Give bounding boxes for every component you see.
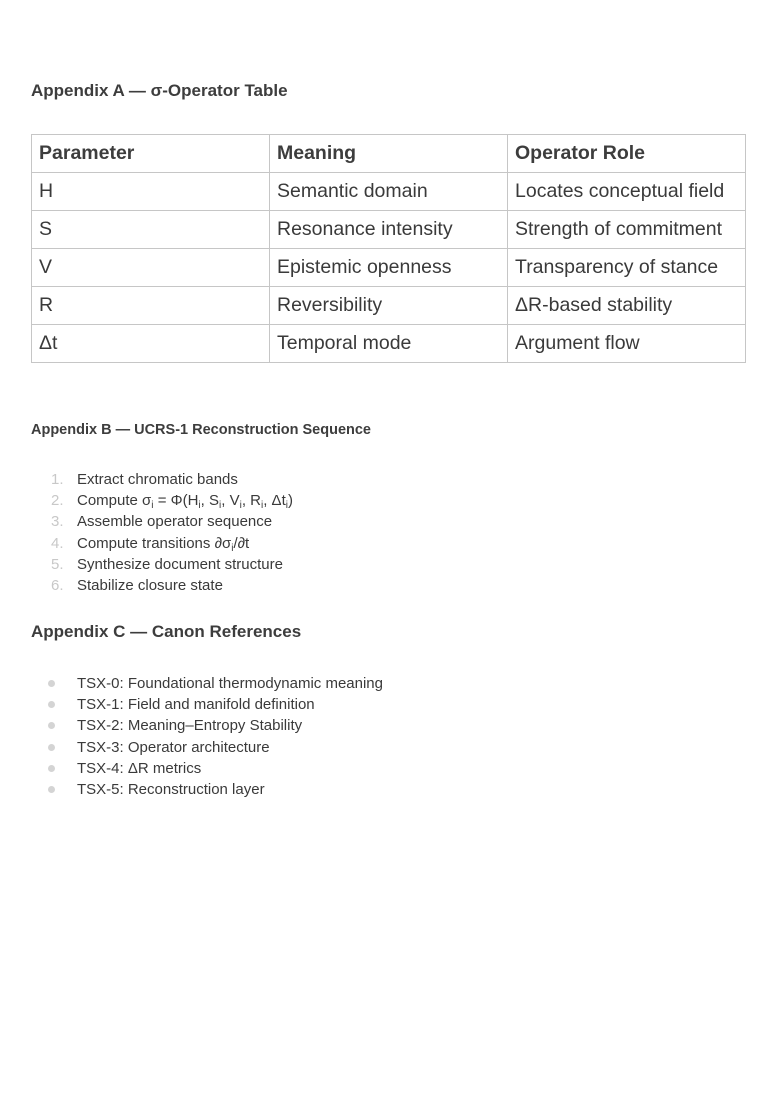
reconstruction-steps-list xyxy=(31,469,293,596)
table-row xyxy=(32,249,746,287)
column-header-operator-role: Operator Role xyxy=(508,135,746,173)
step-text: Stabilize closure state xyxy=(77,576,223,594)
parameter-cell: Δt xyxy=(32,325,270,363)
appendix-b-title: Appendix B — UCRS-1 Reconstruction Sequence xyxy=(31,422,371,438)
table-header-row xyxy=(32,135,746,173)
list-item xyxy=(31,779,383,800)
list-item xyxy=(31,673,383,694)
step-text: Compute $\sigma_i = \Phi(H_i$, $S_i$, $V_i$, $R_i$, $\Delta t_i$) xyxy=(77,492,293,512)
bullet-icon xyxy=(48,701,55,708)
list-item xyxy=(31,533,293,554)
step-text: Assemble operator sequence xyxy=(77,513,273,531)
operator-role-cell: Locates conceptual field xyxy=(508,173,746,211)
step-text: Compute transitions $\partial\sigma_i/\partial t$ xyxy=(77,534,250,554)
table-row xyxy=(32,211,746,249)
list-item xyxy=(31,758,383,779)
column-header-parameter: Parameter xyxy=(32,135,270,173)
step-number: 5. xyxy=(51,555,64,573)
bullet-icon xyxy=(48,744,55,751)
reference-text: TSX-1: Field and manifold definition xyxy=(77,696,315,714)
step-number: 6. xyxy=(51,576,64,594)
appendix-a-title: Appendix A — σ-Operator Table xyxy=(31,81,288,100)
reference-text: TSX-0: Foundational thermodynamic meaning xyxy=(77,675,383,692)
step-number: 1. xyxy=(51,471,64,488)
reference-text: TSX-4: ΔR metrics xyxy=(77,759,202,777)
table-row xyxy=(32,173,746,211)
list-item xyxy=(31,715,383,736)
appendix-c-title: Appendix C — Canon References xyxy=(31,622,302,641)
canon-references-list xyxy=(31,673,383,800)
parameter-cell: R xyxy=(32,287,270,325)
step-number: 4. xyxy=(51,534,64,552)
reference-text: TSX-5: Reconstruction layer xyxy=(77,780,265,798)
parameter-cell: H xyxy=(32,173,270,211)
list-item xyxy=(31,511,293,532)
reference-text: TSX-2: Meaning–Entropy Stability xyxy=(77,717,303,735)
bullet-icon xyxy=(48,765,55,772)
list-item xyxy=(31,737,383,758)
reference-text: TSX-3: Operator architecture xyxy=(77,738,270,756)
step-text: Synthesize document structure xyxy=(77,555,283,573)
operator-role-cell: Strength of commitment xyxy=(508,211,746,249)
operator-role-cell: ΔR-based stability xyxy=(508,287,746,325)
operator-role-cell: Argument flow xyxy=(508,325,746,363)
meaning-cell: Epistemic openness xyxy=(270,249,508,287)
bullet-icon xyxy=(48,680,55,687)
step-number: 3. xyxy=(51,513,64,531)
list-item xyxy=(31,469,293,490)
meaning-cell: Reversibility xyxy=(270,287,508,325)
list-item xyxy=(31,490,293,511)
step-number: 2. xyxy=(51,492,64,510)
parameter-cell: S xyxy=(32,211,270,249)
meaning-cell: Temporal mode xyxy=(270,325,508,363)
table-row xyxy=(32,325,746,363)
sigma-operator-table xyxy=(31,134,746,363)
meaning-cell: Resonance intensity xyxy=(270,211,508,249)
list-item xyxy=(31,554,293,575)
list-item xyxy=(31,694,383,715)
meaning-cell: Semantic domain xyxy=(270,173,508,211)
bullet-icon xyxy=(48,786,55,793)
operator-role-cell: Transparency of stance xyxy=(508,249,746,287)
bullet-icon xyxy=(48,722,55,729)
table-row xyxy=(32,287,746,325)
list-item xyxy=(31,575,293,596)
step-text: Extract chromatic bands xyxy=(77,471,238,488)
column-header-meaning: Meaning xyxy=(270,135,508,173)
parameter-cell: V xyxy=(32,249,270,287)
